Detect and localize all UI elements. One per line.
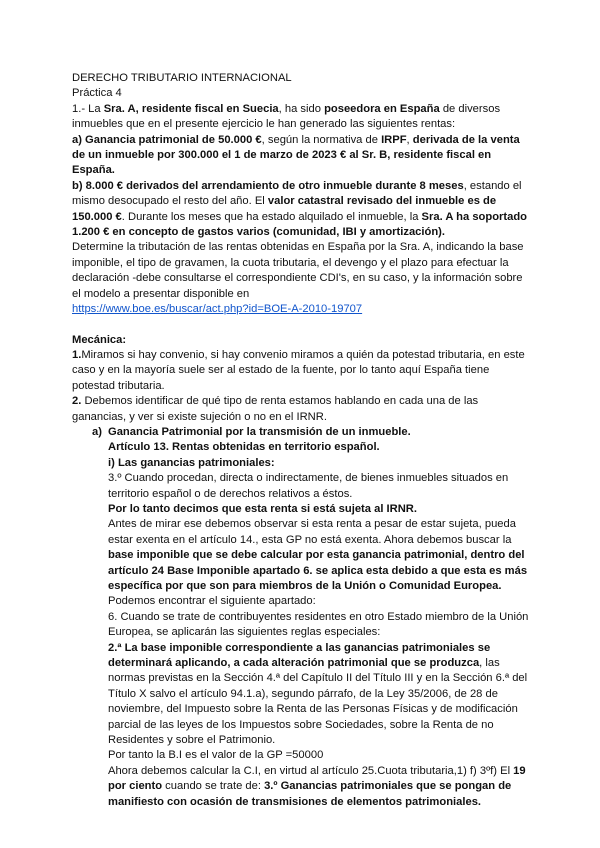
tax-rate-paragraph: Ahora debemos calcular la C.I, en virtud al artículo 25.Cuota tributaria,1) f) 3ºf) El 19 por ciento cuando se trate de: 3.º Ganancias patrimoniales que se pongan de manifiesto con ocasión de transmisiones de elementos patrimoniales. [108, 764, 526, 808]
boe-link[interactable]: https://www.boe.es/buscar/act.php?id=BOE-A-2010-19707 [72, 303, 363, 316]
section-a-heading [72, 425, 530, 440]
mechanics-step-2: 2. Debemos identificar de qué tipo de renta estamos hablando en cada una de las ganancias, y ver si existe sujeción o no en el IRNR. [72, 395, 479, 423]
practice-number: Práctica 4 [72, 87, 122, 100]
income-a: a) Ganancia patrimonial de 50.000 €, según la normativa de IRPF, derivada de la venta de un inmueble por 300.000 el 1 de marzo de 2023 € al Sr. B, residente fiscal en España. [72, 133, 520, 177]
rule-6: 6. Cuando se trate de contribuyentes residentes en otro Estado miembro de la Unión Europea, se aplicarán las siguientes reglas especiales: [108, 610, 529, 639]
income-b: b) 8.000 € derivados del arrendamiento de otro inmueble durante 8 meses, estando el mismo desocupado el resto del año. El valor catastral revisado del inmueble es de 150.000 €. Durante los meses que ha estado alquilado el inmueble, la Sra. A ha soportado 1.200 € en concepto de gastos varios (comunidad, IBI y amortización). [72, 179, 528, 239]
section-a-title: Ganancia Patrimonial por la transmisión de un inmueble. [108, 425, 411, 438]
sub-heading: i) Las ganancias patrimoniales: [108, 456, 275, 469]
mechanics-title: Mecánica: [72, 333, 127, 346]
course-title: DERECHO TRIBUTARIO INTERNACIONAL [72, 72, 292, 84]
taxable-base: Por tanto la B.I es el valor de la GP =50000 [108, 749, 324, 762]
section-intro: Podemos encontrar el siguiente apartado: [108, 595, 316, 608]
subject-conclusion: Por lo tanto decimos que esta renta si está sujeta al IRNR. [108, 502, 417, 515]
list-marker: a) [92, 425, 102, 438]
legal-quote: 3.º Cuando procedan, directa o indirectamente, de bienes inmuebles situados en territorio español o de derechos relativos a éstos. [108, 472, 509, 500]
boe-link-line [72, 302, 530, 317]
rule-2: 2.ª La base imponible correspondiente a las ganancias patrimoniales se determinará aplicando, a cada alteración patrimonial que se produzca, las normas previstas en la Sección 4.ª del Capítulo II del Título III y en la Sección 6.ª del Título X salvo el artículo 94.1.a), segundo párrafo, de la Ley 35/2006, de 28 de noviembre, del Impuesto sobre la Renta de las Personas Físicas y de modificación parcial de las leyes de los Impuestos sobre Sociedades, sobre la Renta de no Residentes y sobre el Patrimonio. [108, 641, 528, 747]
spacer [72, 318, 530, 333]
mechanics-step-1: 1.Miramos si hay convenio, si hay convenio miramos a quién da potestad tributaria, en este caso y en la mayoría suele ser al estado de la fuente, por lo tanto aquí España tiene potestad tributaria. [72, 348, 525, 392]
section-a-body [72, 440, 530, 810]
task-paragraph: Determine la tributación de las rentas obtenidas en España por la Sra. A, indicando la base imponible, el tipo de gravamen, la cuota tributaria, el devengo y el plazo para efectuar la declaración -debe consultarse el correspondiente CDI's, en su caso, y la información sobre el modelo a presentar disponible en [72, 241, 524, 300]
article-heading: Artículo 13. Rentas obtenidas en territorio español. [108, 441, 380, 454]
statement-paragraph: 1.- La Sra. A, residente fiscal en Suecia, ha sido poseedora en España de diversos inmuebles que en el presente ejercicio le han generado las siguientes rentas: [72, 102, 501, 131]
exemption-paragraph: Antes de mirar ese debemos observar si esta renta a pesar de estar sujeta, pueda estar exenta en el artículo 14., esta GP no está exenta. Ahora debemos buscar la base imponible que se debe calcular por esta ganancia patrimonial, dentro del artículo 24 Base Imponible apartado 6. se aplica esta debido a que esta es más específica por que son para miembros de la Unión o Comunidad Europea. [108, 518, 528, 592]
